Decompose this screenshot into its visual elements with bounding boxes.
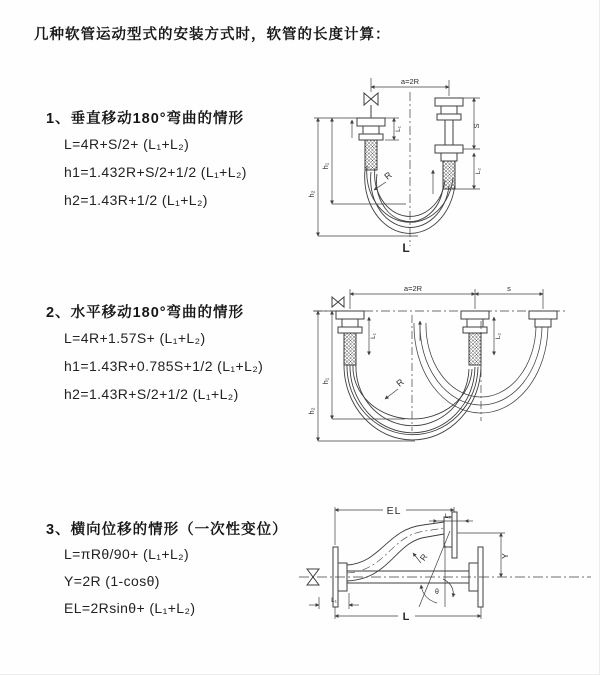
label-l2: L₂ (444, 513, 452, 520)
label-h1: h₁ (321, 162, 330, 170)
right-flange (529, 311, 557, 327)
dimension-h2 (318, 311, 415, 441)
section-2-formula-h1: h1=1.43R+0.785S+1/2 (L₁+L₂) (64, 358, 264, 374)
label-h2: h₂ (307, 190, 316, 198)
label-y: Y (500, 553, 510, 559)
hose-u-bend-position-1 (344, 365, 481, 440)
label-l1: L₁ (331, 597, 337, 604)
hose-displaced-position (347, 522, 444, 581)
label-h2: h₂ (307, 407, 316, 415)
label-length: L (402, 241, 410, 255)
label-l1: L₁ (395, 126, 402, 132)
braided-hose-section (443, 161, 455, 189)
label-l2: L₂ (495, 332, 502, 340)
label-l1: L₁ (370, 333, 377, 339)
diagram-lateral-displacement (293, 501, 599, 653)
radius-leader (385, 389, 398, 399)
label-s: S (472, 123, 481, 129)
label-a2r: a=2R (400, 77, 420, 86)
page-title: 几种软管运动型式的安装方式时，软管的长度计算： (34, 27, 391, 43)
right-flange-assembly (435, 98, 463, 189)
braided-hose-section (344, 333, 356, 365)
braided-hose-section (469, 333, 481, 365)
section-3-formula-Y: Y=2R (1-cosθ) (64, 573, 160, 589)
label-s: s (507, 284, 511, 293)
middle-flange (461, 311, 489, 365)
label-el: EL (386, 505, 402, 517)
braided-hose-section (365, 140, 377, 170)
left-flange (336, 311, 364, 365)
dimension-h2 (318, 118, 418, 236)
section-2-heading: 2、水平移动180°弯曲的情形 (46, 305, 245, 321)
diagram-horizontal-180-bend (305, 281, 593, 471)
valve-icon (332, 297, 344, 307)
section-1-formula-h2: h2=1.43R+1/2 (L₁+L₂) (64, 192, 208, 208)
section-1-heading: 1、垂直移动180°弯曲的情形 (46, 111, 245, 127)
label-radius: R (417, 551, 430, 563)
section-2-formula-L: L=4R+1.57S+ (L₁+L₂) (64, 330, 206, 346)
dimension-a2r (350, 289, 543, 309)
label-length: L (402, 611, 410, 623)
label-a2r: a=2R (403, 284, 423, 293)
dimension-y (457, 533, 505, 577)
section-2-formula-h2: h2=1.43R+S/2+1/2 (L₁+L₂) (64, 386, 239, 402)
section-3-formula-EL: EL=2Rsinθ+ (L₁+L₂) (64, 600, 196, 616)
label-radius: R (382, 169, 394, 182)
valve-icon (364, 93, 378, 118)
diagram-vertical-180-bend (306, 66, 592, 258)
left-flange (357, 118, 385, 170)
section-3-formula-L: L=πRθ/90+ (L₁+L₂) (64, 546, 190, 562)
label-radius: R (394, 376, 406, 389)
label-theta: θ (435, 589, 439, 596)
label-h1: h₁ (321, 377, 330, 385)
section-1-formula-h1: h1=1.432R+S/2+1/2 (L₁+L₂) (64, 164, 247, 180)
label-l2: L₂ (475, 167, 482, 175)
section-1-formula-L: L=4R+S/2+ (L₁+L₂) (64, 136, 190, 152)
dimension-h1 (314, 118, 406, 204)
section-3-heading: 3、横向位移的情形（一次性变位） (46, 522, 288, 538)
